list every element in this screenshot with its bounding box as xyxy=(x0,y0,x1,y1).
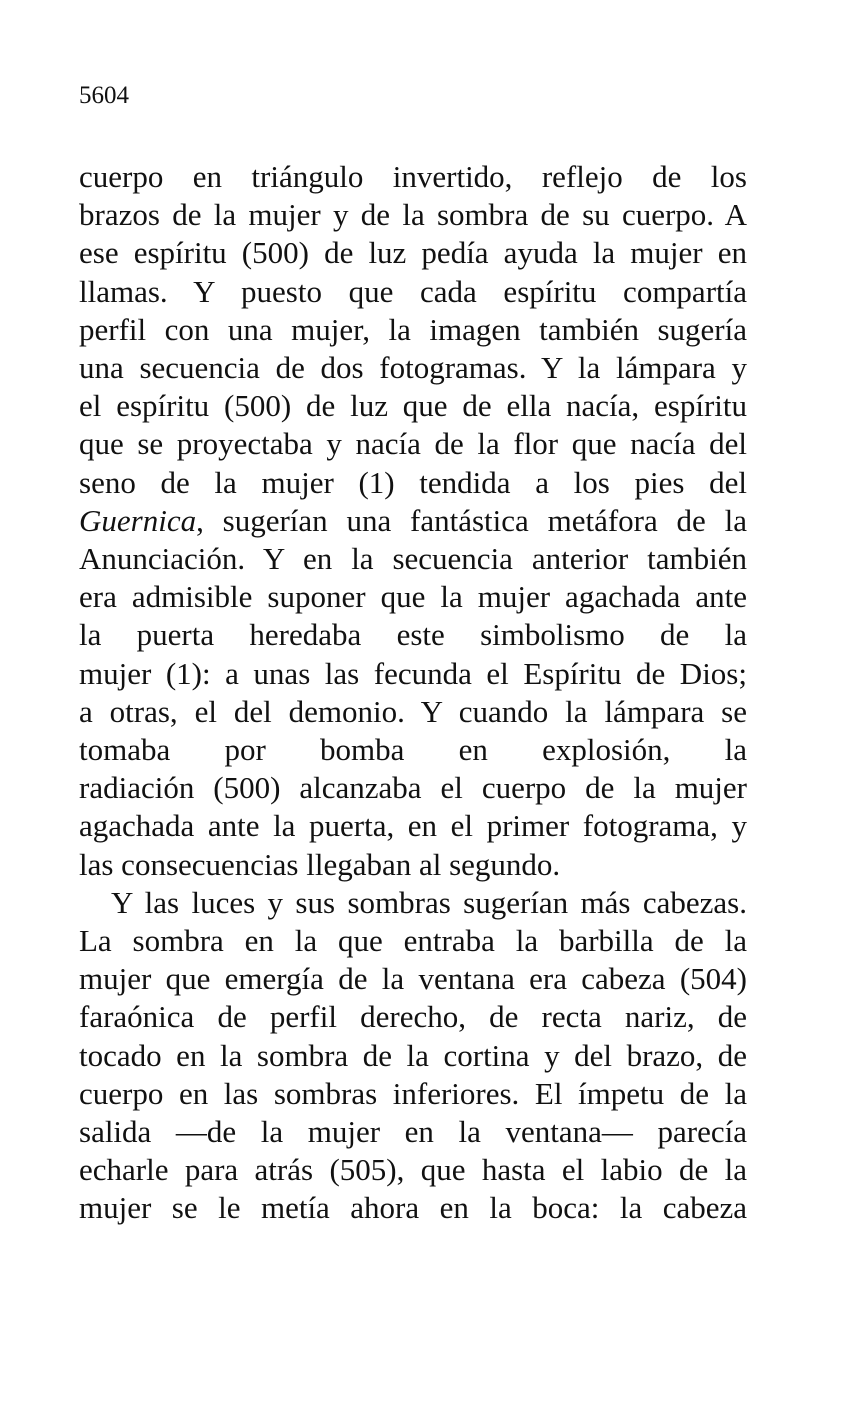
text-line: brazos de la mujer y de la sombra de su cuerpo. A xyxy=(79,197,747,233)
text-line: la puerta heredaba este simbolismo de la xyxy=(79,617,747,653)
text-line: perfil con una mujer, la imagen también sugería xyxy=(79,311,747,347)
text-line: tocado en la sombra de la cortina y del brazo, de xyxy=(79,1037,747,1073)
text-line: que se proyectaba y nacía de la flor que nacía del xyxy=(79,426,747,462)
text-line: radiación (500) alcanzaba el cuerpo de la mujer xyxy=(79,770,747,806)
text-line: el espíritu (500) de luz que de ella nacía, espíritu xyxy=(79,388,747,424)
text-line: mujer que emergía de la ventana era cabeza (504) xyxy=(79,961,747,997)
text-line: seno de la mujer (1) tendida a los pies del xyxy=(79,464,747,500)
text-body xyxy=(79,158,747,1228)
text-line: cuerpo en las sombras inferiores. El ímpetu de la xyxy=(79,1075,747,1111)
text-line: agachada ante la puerta, en el primer fotograma, y xyxy=(79,808,747,844)
text-line: echarle para atrás (505), que hasta el labio de la xyxy=(79,1152,747,1188)
text-line: La sombra en la que entraba la barbilla de la xyxy=(79,923,747,959)
text-line: cuerpo en triángulo invertido, reflejo de los xyxy=(79,159,747,194)
text-line: una secuencia de dos fotogramas. Y la lámpara y xyxy=(79,350,747,386)
text-line: a otras, el del demonio. Y cuando la lámpara se xyxy=(79,693,747,729)
text-line xyxy=(79,502,747,540)
text-line: ese espíritu (500) de luz pedía ayuda la mujer en xyxy=(79,235,747,271)
text-line: salida —de la mujer en la ventana— parecía xyxy=(79,1114,747,1150)
text-line: era admisible suponer que la mujer agachada ante xyxy=(79,579,747,615)
text-fragment: , sugerían una fantástica metáfora de la xyxy=(196,502,747,538)
italic-title: Guernica xyxy=(79,502,197,538)
text-line: Y las luces y sus sombras sugerían más cabezas. xyxy=(111,884,747,920)
text-line: llamas. Y puesto que cada espíritu compartía xyxy=(79,273,747,309)
text-line: las consecuencias llegaban al segundo. xyxy=(79,846,561,882)
page-number: 5604 xyxy=(79,82,129,109)
text-line: faraónica de perfil derecho, de recta nariz, de xyxy=(79,999,747,1035)
text-line: tomaba por bomba en explosión, la xyxy=(79,732,747,768)
text-line: mujer (1): a unas las fecunda el Espíritu de Dios; xyxy=(79,655,747,691)
text-line: mujer se le metía ahora en la boca: la cabeza xyxy=(79,1190,747,1226)
text-line: Anunciación. Y en la secuencia anterior también xyxy=(79,541,747,577)
